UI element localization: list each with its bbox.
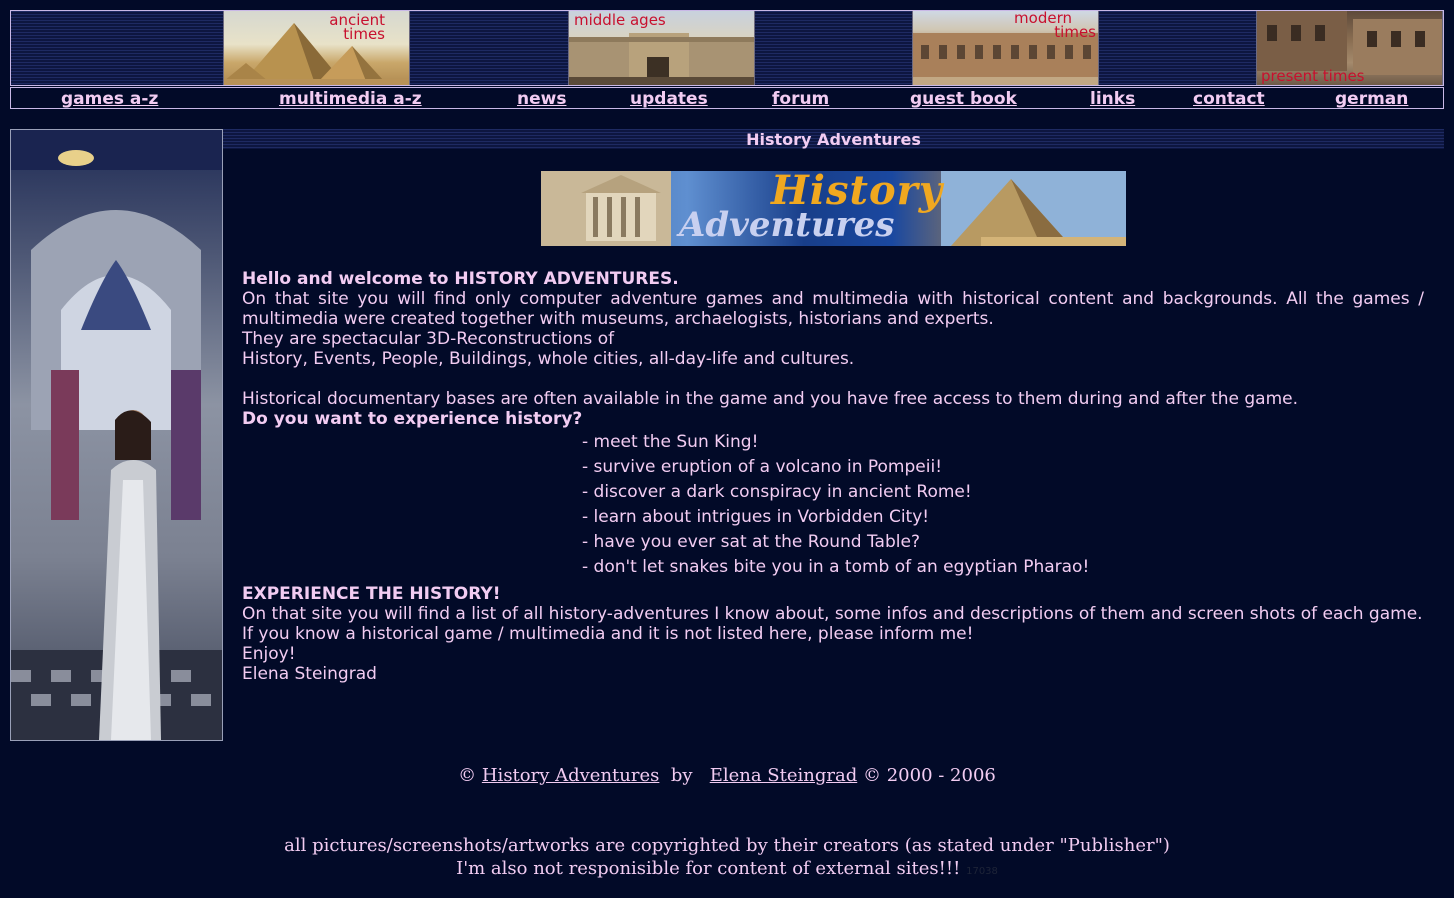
question-heading: Do you want to experience history? xyxy=(242,409,583,429)
title-bar xyxy=(223,129,1444,149)
nav-multimedia-a-z[interactable]: multimedia a-z xyxy=(279,89,422,109)
outro-line-3: Enjoy! xyxy=(242,644,296,664)
by-text: by xyxy=(670,765,693,786)
cathedral-woman-image xyxy=(10,129,223,741)
experience-list xyxy=(582,430,1089,580)
experience-heading: EXPERIENCE THE HISTORY! xyxy=(242,584,501,604)
intro-line-2: multimedia were created together with museums, archaelogists, historians and experts. xyxy=(242,309,994,329)
disclaimer-line-1: all pictures/screenshots/artworks are copyrighted by their creators (as stated under "Publisher") xyxy=(284,835,1170,856)
nav-german[interactable]: german xyxy=(1335,89,1409,109)
site-link[interactable]: History Adventures xyxy=(481,765,660,786)
author-link[interactable]: Elena Steingrad xyxy=(709,765,858,786)
nav-contact[interactable]: contact xyxy=(1193,89,1265,109)
outro-line-1: On that site you will find a list of all history-adventures I know about, some infos and descriptions of them and screen shots of each game. xyxy=(242,604,1423,624)
list-item: - learn about intrigues in Vorbidden City! xyxy=(582,507,930,527)
documentary-text: Historical documentary bases are often available in the game and you have free access to them during and after the game. xyxy=(242,389,1298,409)
logo-word-history: History xyxy=(771,171,943,214)
era-middle-ages[interactable] xyxy=(568,11,755,85)
signature: Elena Steingrad xyxy=(242,664,377,684)
disclaimer-line-2: I'm also not responisible for content of external sites!!! xyxy=(456,858,961,879)
copyright-symbol: © xyxy=(458,765,477,786)
main-nav xyxy=(10,87,1444,109)
intro-line-3: They are spectacular 3D-Reconstructions of xyxy=(242,329,615,349)
nav-guest-book[interactable]: guest book xyxy=(910,89,1017,109)
list-item: - discover a dark conspiracy in ancient Rome! xyxy=(582,482,972,502)
copyright-years: © 2000 - 2006 xyxy=(862,765,996,786)
logo-word-adventures: Adventures xyxy=(679,205,895,245)
intro-line-1: On that site you will find only computer adventure games and multimedia with historical content and backgrounds. All the games / xyxy=(242,289,1424,309)
era-label-modern: modern times xyxy=(1014,11,1096,41)
nav-forum[interactable]: forum xyxy=(772,89,830,109)
list-item: - have you ever sat at the Round Table? xyxy=(582,532,920,552)
era-banner-row xyxy=(10,10,1444,86)
era-label-ancient: ancient times xyxy=(329,11,385,43)
era-ancient-times[interactable] xyxy=(223,11,410,85)
visitor-counter: 17038 xyxy=(966,866,998,877)
nav-news[interactable]: news xyxy=(517,89,567,109)
disclaimer xyxy=(0,834,1454,883)
outro-line-2: If you know a historical game / multimedia and it is not listed here, please inform me! xyxy=(242,624,974,644)
disclaimer-line-2-wrap xyxy=(0,857,1454,883)
list-item: - survive eruption of a volcano in Pompeii! xyxy=(582,457,943,477)
nav-updates[interactable]: updates xyxy=(630,89,708,109)
list-item: - meet the Sun King! xyxy=(582,432,759,452)
era-modern-times[interactable] xyxy=(912,11,1099,85)
copyright-line xyxy=(0,765,1454,786)
nav-games-a-z[interactable]: games a-z xyxy=(61,89,159,109)
era-label-present: present times xyxy=(1261,67,1365,85)
list-item: - don't let snakes bite you in a tomb of an egyptian Pharao! xyxy=(582,557,1090,577)
history-adventures-logo xyxy=(541,171,1126,246)
nav-links[interactable]: links xyxy=(1090,89,1136,109)
welcome-heading: Hello and welcome to HISTORY ADVENTURES. xyxy=(242,269,679,289)
intro-line-4: History, Events, People, Buildings, whole cities, all-day-life and cultures. xyxy=(242,349,855,369)
era-label-middle-ages: middle ages xyxy=(574,11,666,29)
page-title: History Adventures xyxy=(746,130,921,149)
era-present-times[interactable] xyxy=(1256,11,1443,85)
